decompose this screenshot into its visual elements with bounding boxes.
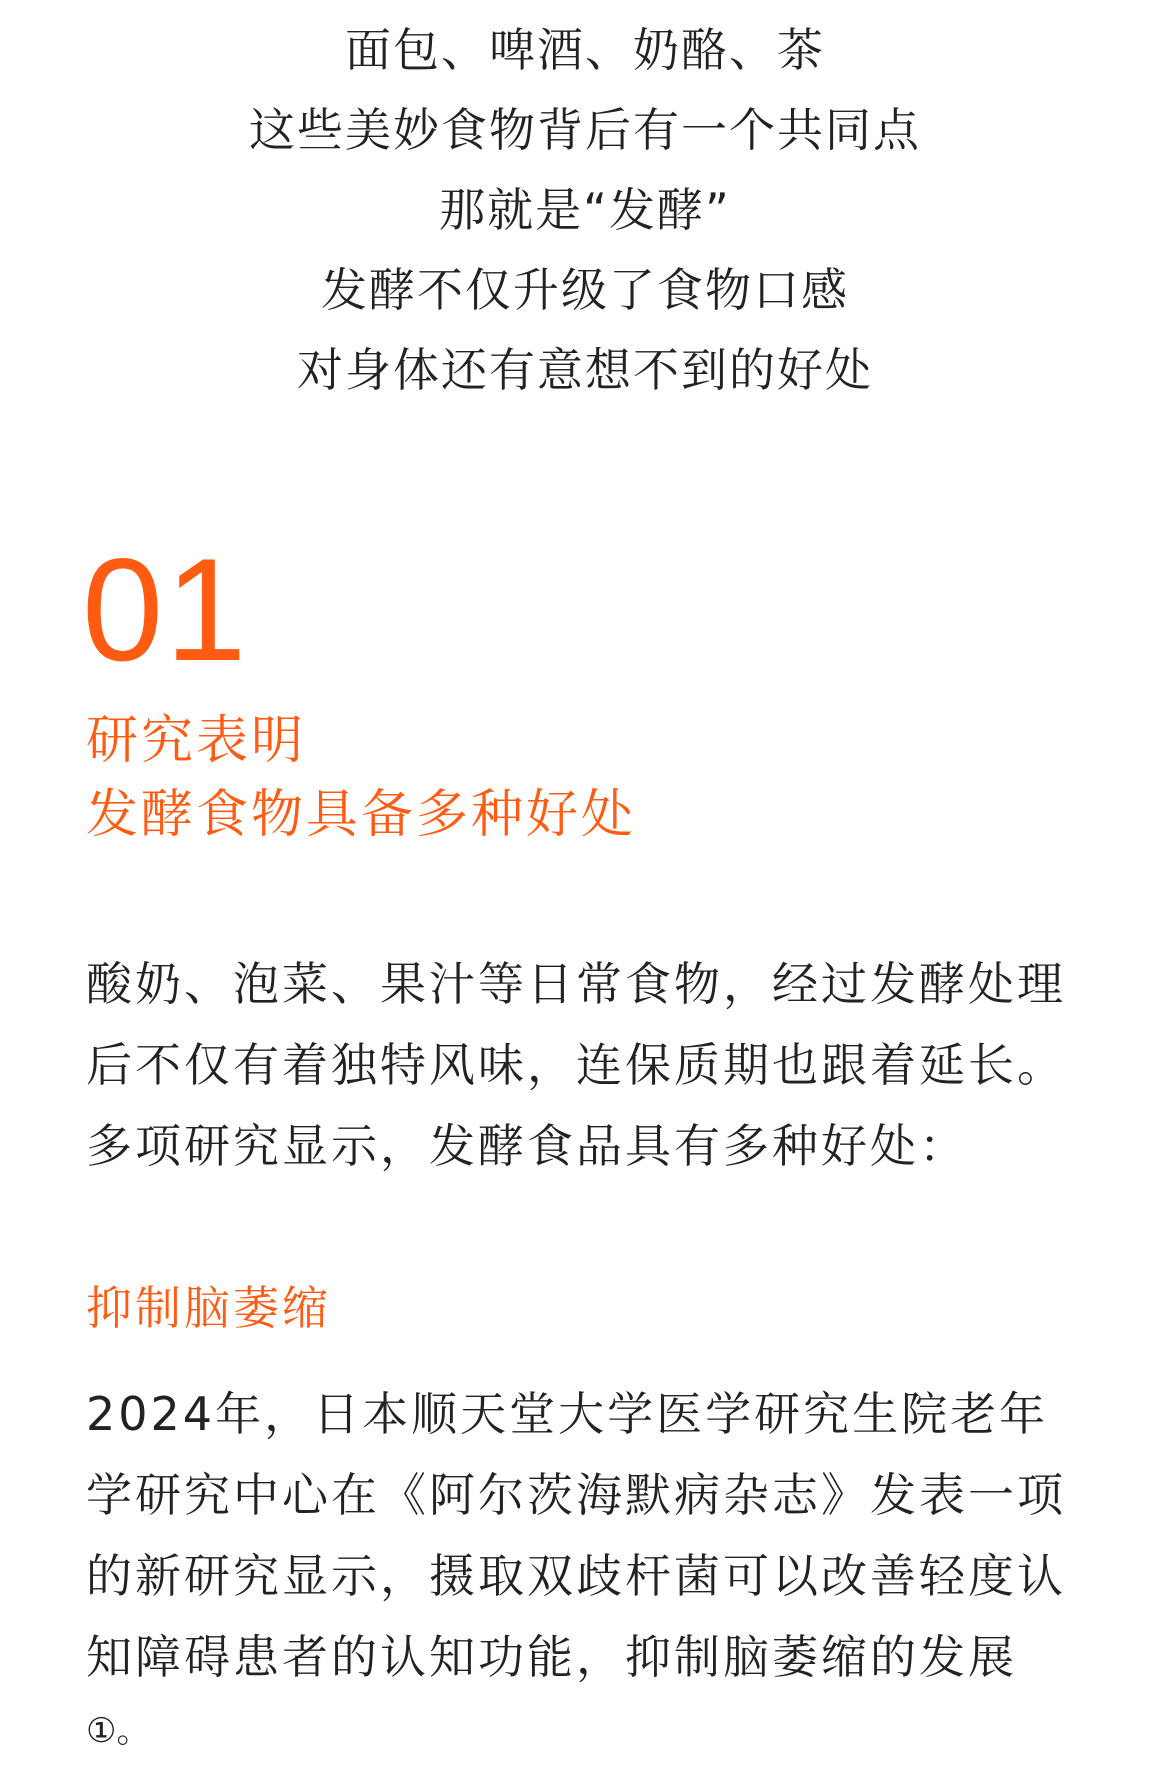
section-title xyxy=(86,704,636,852)
intro-line-2: 这些美妙食物背后有一个共同点 xyxy=(249,103,921,157)
section-number: 01 xyxy=(82,528,249,691)
paragraph-2-line-3: 的新研究显示，摄取双歧杆菌可以改善轻度认 xyxy=(86,1549,1066,1603)
intro-block xyxy=(0,10,1170,410)
intro-line-4: 发酵不仅升级了食物口感 xyxy=(321,263,849,317)
footnote-reference[interactable]: ①。 xyxy=(86,1711,151,1751)
paragraph-2-line-4: 知障碍患者的认知功能，抑制脑萎缩的发展 xyxy=(86,1630,1017,1684)
body-paragraph-1 xyxy=(86,944,1086,1187)
paragraph-1-line-2: 后不仅有着独特风味，连保质期也跟着延长。 xyxy=(86,1038,1066,1092)
paragraph-2-line-2: 学研究中心在《阿尔茨海默病杂志》发表一项 xyxy=(86,1468,1066,1522)
intro-line-3: 那就是“发酵” xyxy=(439,183,731,237)
intro-line-1: 面包、啤酒、奶酪、茶 xyxy=(345,23,825,77)
paragraph-2-line-1: 2024年，日本顺天堂大学医学研究生院老年 xyxy=(86,1387,1049,1441)
intro-line-5: 对身体还有意想不到的好处 xyxy=(297,343,873,397)
section-title-line-1: 研究表明 xyxy=(86,711,307,771)
body-paragraph-2 xyxy=(86,1374,1086,1698)
paragraph-1-line-1: 酸奶、泡菜、果汁等日常食物，经过发酵处理 xyxy=(86,957,1066,1011)
section-title-line-2: 发酵食物具备多种好处 xyxy=(86,785,637,845)
subheading: 抑制脑萎缩 xyxy=(86,1281,331,1335)
paragraph-1-line-3: 多项研究显示，发酵食品具有多种好处： xyxy=(86,1119,968,1173)
